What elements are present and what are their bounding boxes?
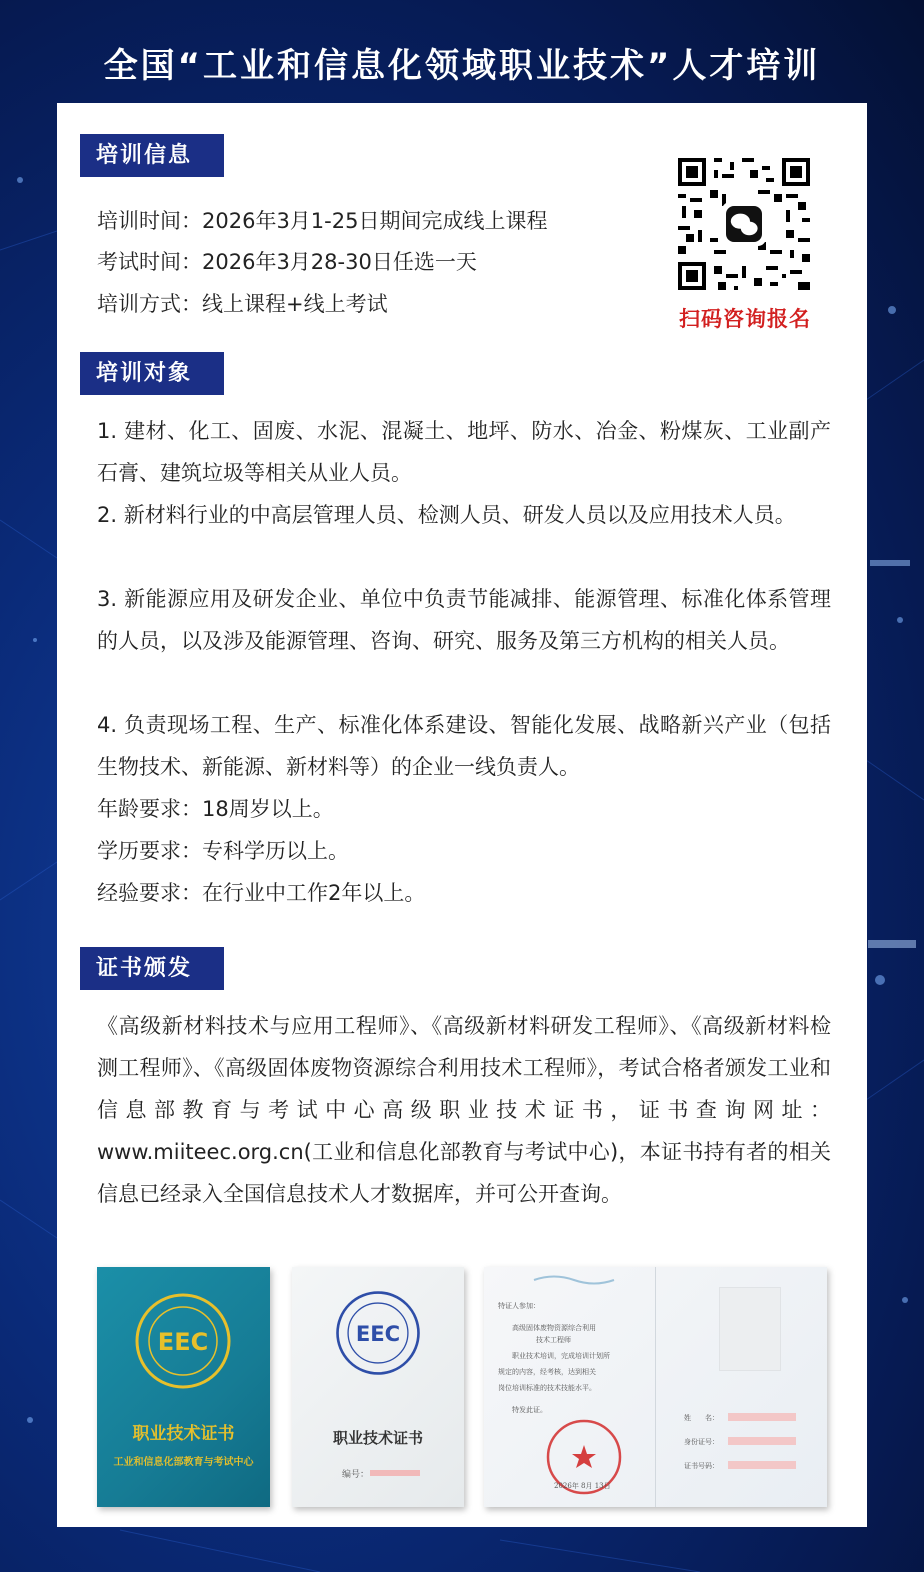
section-heading-training-info: 培训信息 (80, 134, 224, 177)
inner-intro: 特证人参加： (498, 1302, 540, 1310)
training-mode: 培训方式：线上课程+线上考试 (97, 292, 388, 316)
inner-body-2: 规定的内容，经考核，达到相关 (498, 1368, 596, 1376)
ornament-icon (529, 1273, 619, 1287)
target-item-2: 2. 新材料行业的中高层管理人员、检测人员、研发人员以及应用技术人员。 (97, 503, 796, 527)
target-item-3: 3. 新能源应用及研发企业、单位中负责节能减排、能源管理、标准化体系管理的人员，以及涉及能源管理、咨询、研究、服务及第三方机构的相关人员。 (97, 587, 831, 653)
certificate-cover-white (292, 1267, 464, 1507)
cover-title-teal: 职业技术证书 (132, 1424, 235, 1444)
field-cert-no-label: 证书号码： (684, 1462, 719, 1470)
serial-redacted (370, 1470, 420, 1476)
training-time: 培训时间：2026年3月1-25日期间完成线上课程 (97, 209, 548, 233)
photo-placeholder (719, 1287, 781, 1371)
inner-special: 特发此证。 (512, 1406, 547, 1414)
cover-title-white: 职业技术证书 (332, 1429, 423, 1447)
page-fold (655, 1267, 656, 1507)
field-name-redacted (728, 1413, 796, 1421)
page-title: 全国“工业和信息化领域职业技术”人才培训 (103, 46, 821, 86)
svg-text:EEC: EEC (355, 1320, 401, 1346)
inner-body-1: 职业技术培训，完成培训计划所 (512, 1352, 610, 1360)
section-heading-certificate: 证书颁发 (80, 947, 224, 990)
eec-emblem-blue-icon (334, 1289, 422, 1377)
certificate-cover-teal (97, 1267, 270, 1507)
inner-date: 2026年 8月 13日 (554, 1482, 611, 1490)
svg-text:EEC: EEC (157, 1328, 209, 1356)
field-cert-no-redacted (728, 1461, 796, 1469)
section-heading-training-targets: 培训对象 (80, 352, 224, 395)
cover-issuer-teal: 工业和信息化部教育与考试中心 (113, 1457, 254, 1468)
eec-emblem-icon (133, 1291, 233, 1391)
target-item-4: 4. 负责现场工程、生产、标准化体系建设、智能化发展、战略新兴产业（包括生物技术、新能源、新材料等）的企业一线负责人。 (97, 713, 831, 779)
content-card (57, 103, 867, 1527)
certificate-inner-pages (484, 1267, 827, 1507)
qr-code[interactable] (678, 158, 810, 290)
inner-body-3: 岗位培训标准的技术技能水平。 (498, 1384, 596, 1392)
field-name-label: 姓 名： (684, 1414, 719, 1422)
certificate-description: 《高级新材料技术与应用工程师》、《高级新材料研发工程师》、《高级新材料检测工程师》、《高级固体废物资源综合利用技术工程师》，考试合格者颁发工业和信息部教育与考试中心高级职业技术证书，证书查询网址：www.miiteec.org.cn(工业和信息化部教育与考试中心)，本证书持有者的相关信息已经录入全国信息技术人才数据库，并可公开查询。 (97, 1014, 831, 1206)
qr-caption: 扫码咨询报名 (679, 307, 811, 331)
field-id-redacted (728, 1437, 796, 1445)
inner-course-2: 技术工程师 (536, 1336, 571, 1344)
exam-time: 考试时间：2026年3月28-30日任选一天 (97, 250, 477, 274)
serial-label: 编号： (342, 1470, 370, 1480)
target-item-1: 1. 建材、化工、固废、水泥、混凝土、地坪、防水、冶金、粉煤灰、工业副产石膏、建筑垃圾等相关从业人员。 (97, 419, 831, 485)
experience-requirement: 经验要求：在行业中工作2年以上。 (97, 881, 426, 905)
field-id-label: 身份证号： (684, 1438, 719, 1446)
inner-course-1: 高级固体废物资源综合利用 (512, 1324, 596, 1332)
education-requirement: 学历要求：专科学历以上。 (97, 839, 349, 863)
age-requirement: 年龄要求：18周岁以上。 (97, 797, 334, 821)
